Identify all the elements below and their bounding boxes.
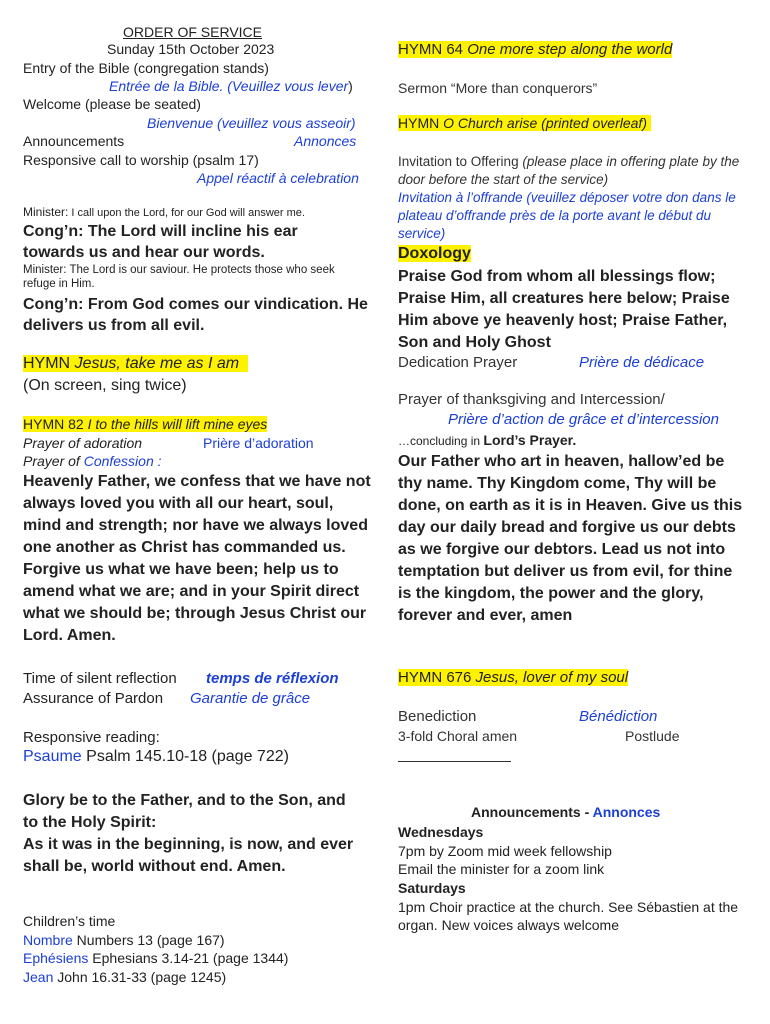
- order-title: ORDER OF SERVICE: [123, 24, 262, 40]
- hymn-highlight: [398, 115, 651, 131]
- hymn-prefix: HYMN 82: [23, 416, 88, 432]
- reading-2: [23, 950, 288, 966]
- postlude: Postlude: [625, 728, 680, 744]
- hymn-highlight: [398, 41, 672, 58]
- congregation-response-1: Cong’n: The Lord will incline his ear towards us and hear our words.: [23, 223, 298, 261]
- reading-2-fr: Ephésiens: [23, 950, 89, 966]
- minister-text-1: I call upon the Lord, for our God will answer me.: [68, 207, 305, 219]
- hymn-676: [398, 669, 628, 686]
- concluding-label: …concluding in: [398, 434, 484, 448]
- wednesday-item-1: 7pm by Zoom mid week fellowship: [398, 843, 612, 859]
- psalm-reading: [23, 748, 289, 766]
- reading-1-ref: Numbers 13 (page 167): [72, 932, 225, 948]
- hymn-prefix: HYMN 64: [398, 41, 468, 58]
- hymn-highlight: [23, 416, 267, 432]
- entry-line: Entry of the Bible (congregation stands): [23, 60, 269, 76]
- silent-reflection: Time of silent reflection: [23, 670, 177, 687]
- childrens-time: Children’s time: [23, 913, 116, 929]
- hymn-highlight: [23, 355, 248, 372]
- psalm-ref: Psalm 145.10-18 (page 722): [81, 748, 289, 765]
- reading-1: [23, 932, 225, 948]
- hymn-prefix: HYMN: [23, 355, 75, 372]
- welcome-line: Welcome (please be seated): [23, 96, 201, 112]
- offering-note: (please place in offering plate by the door before the start of the service): [398, 154, 740, 187]
- benediction: Benediction: [398, 708, 477, 725]
- thanksgiving-fr: Prière d’action de grâce et d’intercession: [448, 411, 719, 428]
- adoration-fr: Prière d’adoration: [203, 435, 314, 451]
- minister-label: Minister:: [23, 205, 69, 219]
- reading-3-ref: John 16.31-33 (page 1245): [53, 969, 227, 985]
- benediction-fr: Bénédiction: [579, 708, 658, 725]
- hymn-prefix: HYMN 676: [398, 669, 476, 686]
- hymn-title: I to the hills will lift mine eyes: [87, 416, 268, 432]
- announcements-title-fr: Annonces: [592, 804, 661, 820]
- service-date: Sunday 15th October 2023: [107, 41, 275, 57]
- entry-fr-line: [109, 78, 353, 94]
- wednesdays-heading: Wednesdays: [398, 824, 484, 840]
- offering-line: [398, 153, 748, 189]
- dedication-fr: Prière de dédicace: [579, 354, 705, 371]
- pardon: Assurance of Pardon: [23, 690, 164, 707]
- pardon-fr: Garantie de grâce: [190, 690, 311, 707]
- confession-fr: Confession :: [83, 453, 162, 469]
- announcements-line: Announcements: [23, 133, 125, 149]
- gloria-patri: Glory be to the Father, and to the Son, and to the Holy Spirit: As it was in the beginning, is now, and ever shall be, world without end. Amen.: [23, 792, 354, 875]
- hymn-o-church: [398, 115, 651, 131]
- responsive-reading: Responsive reading:: [23, 729, 160, 746]
- concluding-line: [398, 432, 576, 450]
- confession-prayer: Heavenly Father, we confess that we have not always loved you with all our heart, soul, mind and strength; nor have we always loved one another as Christ has commanded us. Forgive us what we have been; help us to amend what we are; and in your Spirit direct what we should be; through Jesus Christ our Lord. Amen.: [23, 473, 371, 644]
- sermon: Sermon “More than conquerors”: [398, 80, 598, 96]
- confession-label: Prayer of: [23, 453, 84, 469]
- call-line: Responsive call to worship (psalm 17): [23, 152, 259, 168]
- hymn-note: (On screen, sing twice): [23, 377, 187, 394]
- entry-fr-end: ): [348, 78, 353, 94]
- silent-reflection-fr: temps de réflexion: [206, 670, 339, 687]
- adoration-line: Prayer of adoration: [23, 435, 143, 451]
- reading-3-fr: Jean: [23, 969, 54, 985]
- congregation-response-2: Cong’n: From God comes our vindication. He delivers us from all evil.: [23, 296, 368, 334]
- announcements-fr: Annonces: [294, 133, 357, 149]
- offering-label: Invitation to Offering: [398, 154, 523, 169]
- doxology-label: Doxology: [398, 245, 471, 262]
- psaume-fr: Psaume: [23, 748, 82, 765]
- entry-fr: Entrée de la Bible. (Veuillez vous lever: [109, 78, 349, 94]
- call-fr: Appel réactif à celebration: [197, 170, 359, 186]
- hymn-jesus-take-me: [23, 355, 248, 373]
- minister-line-1: [23, 205, 305, 219]
- lords-prayer-text: Our Father who art in heaven, hallow’ed be thy name. Thy Kingdom come, Thy will be done, on earth as it is in Heaven. Give us this day our daily bread and forgive us our debts as we forgive our debtors. Lead us not into temptation but deliver us from evil, for thine is the kingdom, the power and the glory, forever and ever, amen: [398, 453, 743, 624]
- hymn-title: Jesus, take me as I am: [74, 355, 240, 372]
- reading-1-fr: Nombre: [23, 932, 73, 948]
- reading-3: [23, 969, 226, 985]
- offering-fr: Invitation à l’offrande (veuillez déposer votre don dans le plateau d’offrande près de la porte avant le début du service): [398, 190, 736, 241]
- wednesday-item-2: Email the minister for a zoom link: [398, 861, 605, 877]
- divider-line: [398, 761, 511, 762]
- thanksgiving-prayer: Prayer of thanksgiving and Intercession/: [398, 391, 665, 408]
- welcome-fr: Bienvenue (veuillez vous asseoir): [147, 115, 356, 131]
- hymn-title: One more step along the world: [467, 41, 673, 58]
- saturday-item: 1pm Choir practice at the church. See Sébastien at the organ. New voices always welcome: [398, 899, 739, 933]
- announcements-title-en: Announcements -: [471, 804, 593, 820]
- hymn-82: [23, 416, 267, 432]
- doxology-text: Praise God from whom all blessings flow; Praise Him, all creatures here below; Praise Him above ye heavenly host; Praise Father, Son and Holy Ghost: [398, 268, 730, 351]
- announcements-title: [471, 804, 660, 820]
- dedication-prayer: Dedication Prayer: [398, 354, 518, 371]
- hymn-64: [398, 41, 672, 58]
- confession-line: [23, 453, 162, 469]
- lords-prayer-label: Lord’s Prayer.: [483, 432, 577, 448]
- minister-line-2: Minister: The Lord is our saviour. He protects those who seek refuge in Him.: [23, 264, 335, 290]
- saturdays-heading: Saturdays: [398, 880, 466, 896]
- hymn-prefix: HYMN: [398, 115, 444, 131]
- hymn-title: Jesus, lover of my soul: [475, 669, 629, 686]
- hymn-title: O Church arise (printed overleaf): [443, 115, 647, 131]
- doxology-heading: [398, 245, 471, 263]
- choral-amen: 3-fold Choral amen: [398, 728, 518, 744]
- reading-2-ref: Ephesians 3.14-21 (page 1344): [88, 950, 289, 966]
- hymn-highlight: [398, 669, 628, 686]
